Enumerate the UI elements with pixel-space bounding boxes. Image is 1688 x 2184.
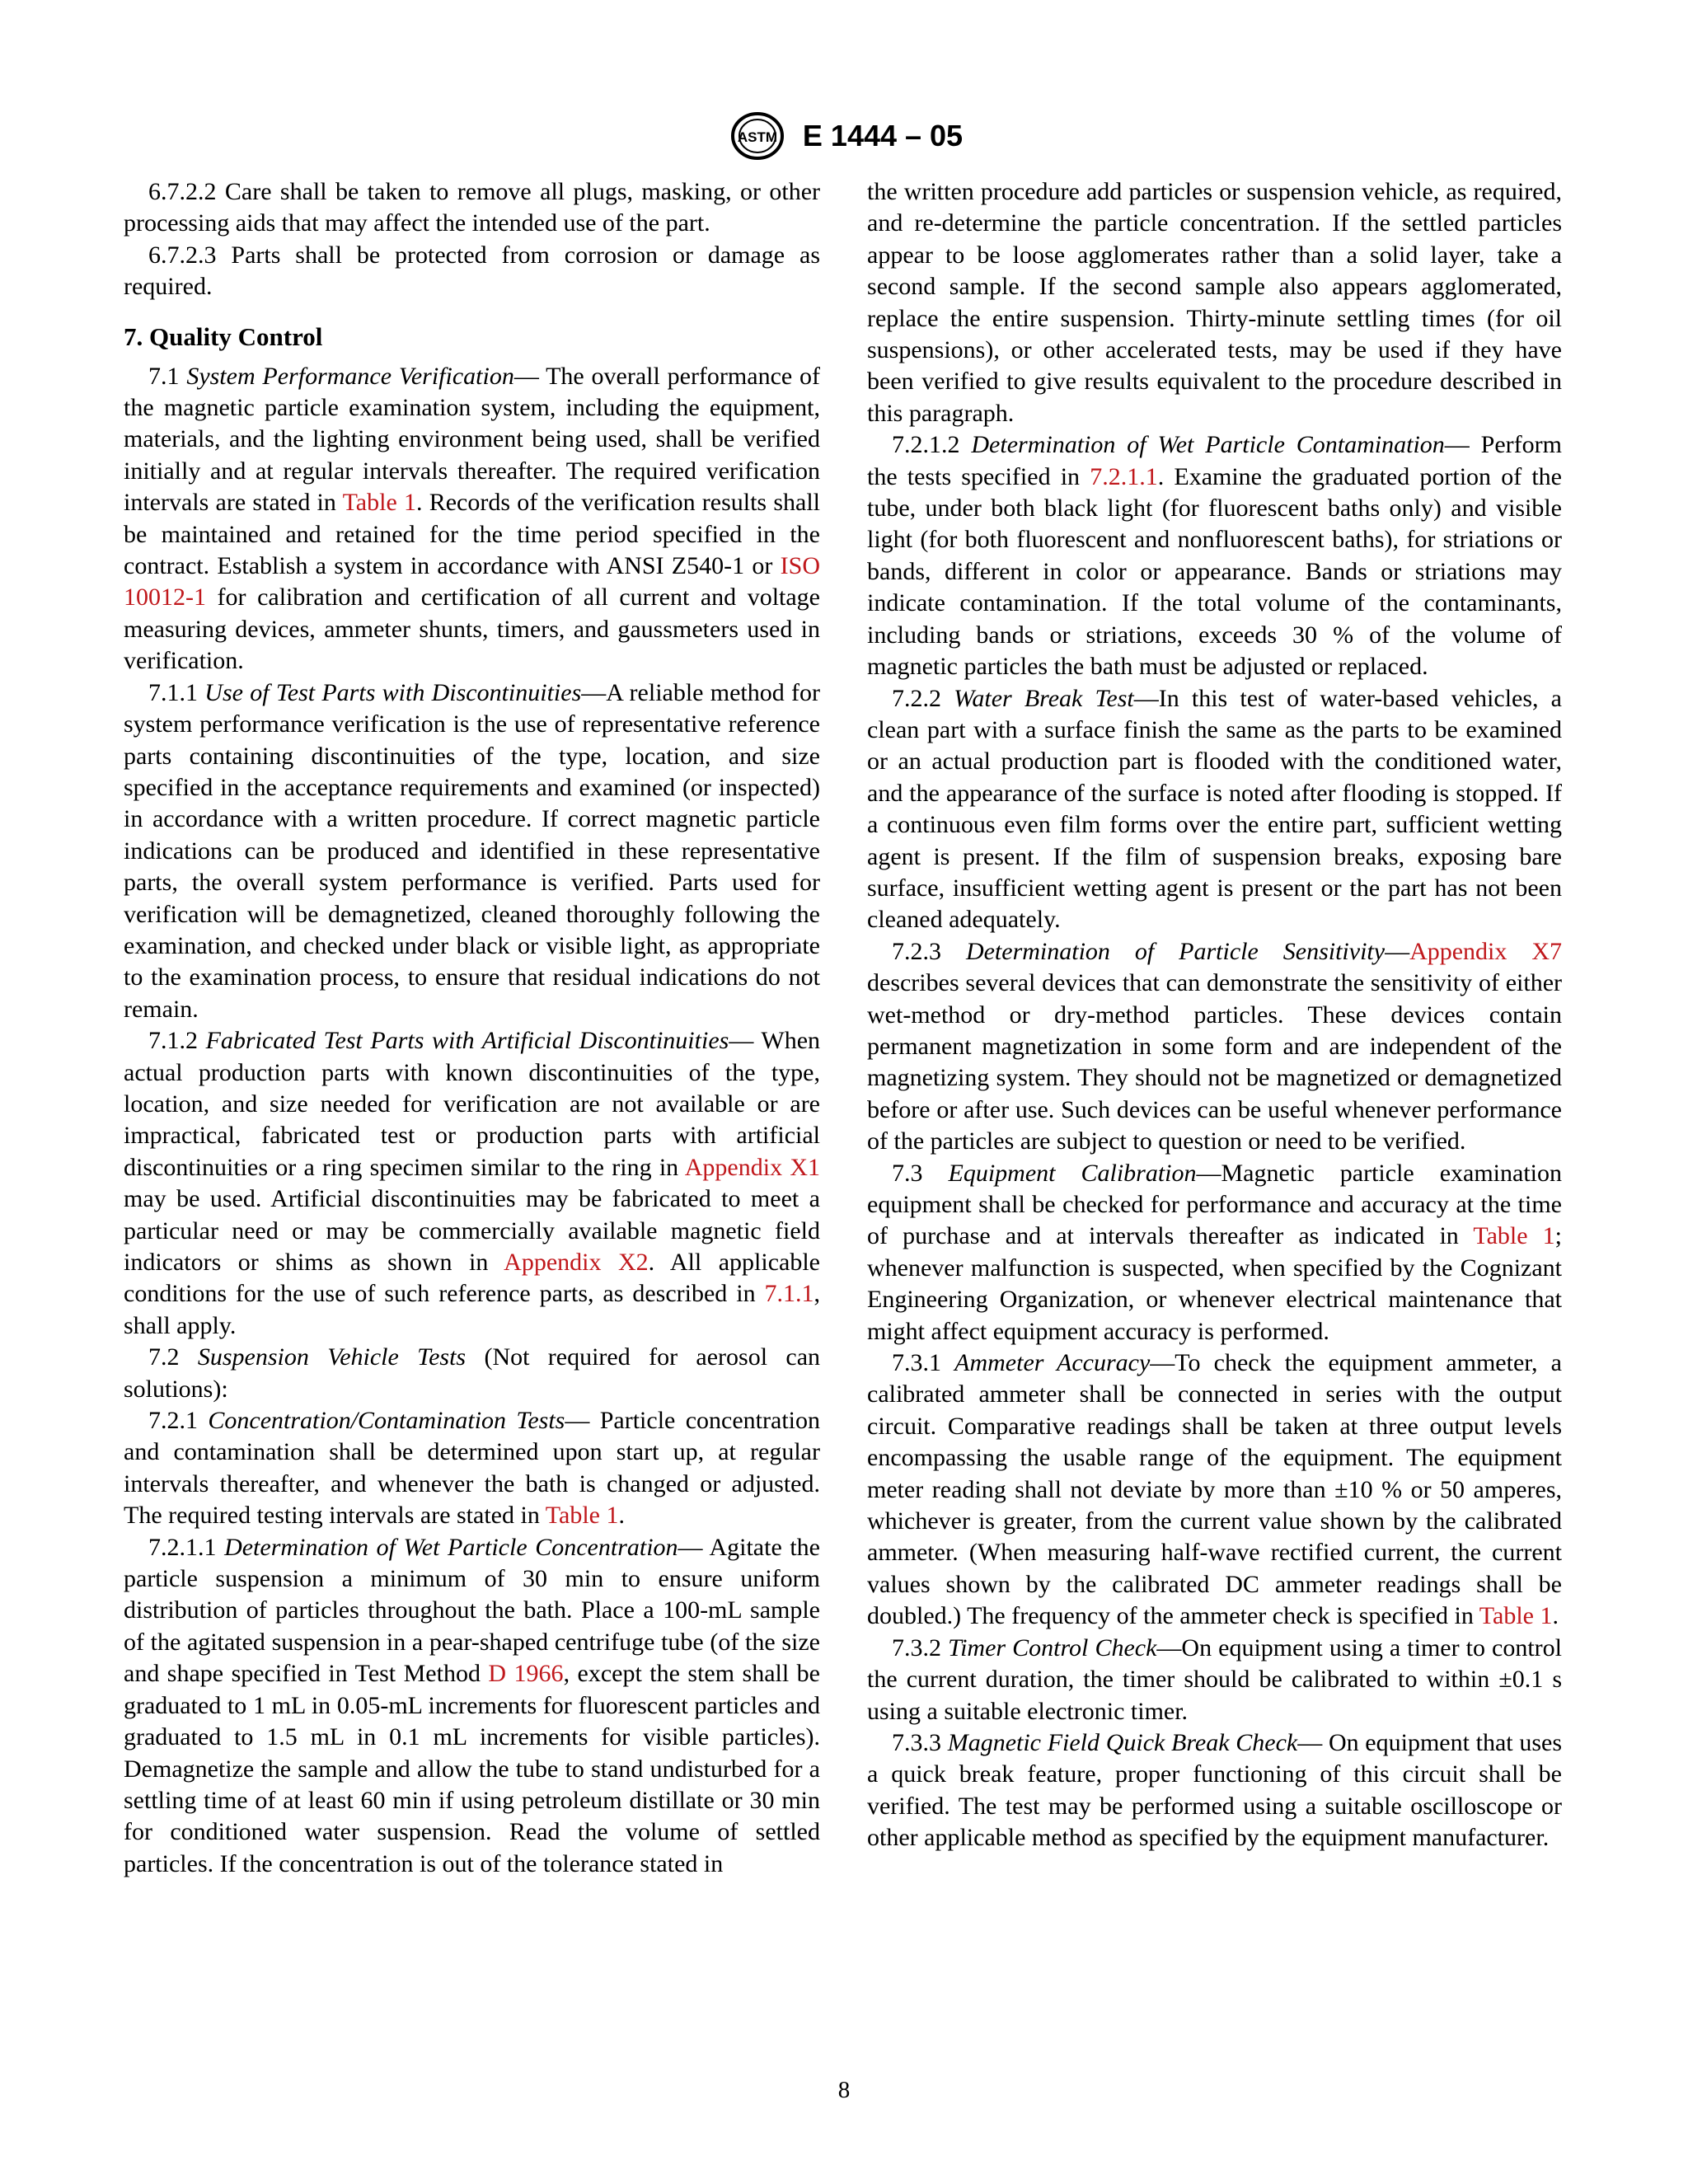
paragraph-7-1: 7.1 System Performance Verification— The overall performance of the magnetic particle examination system, including the equipment, materials, and the lighting environment being used, shall be verified initially and at regular intervals thereafter. The required verification intervals are stated in Table 1. Records of the verification results shall be maintained and retained for the time period specified in the contract. Establish a system in accordance with ANSI Z540-1 or ISO 10012-1 for calibration and certification of all current and voltage measuring devices, ammeter shunts, timers, and gaussmeters used in verification. — [124, 362, 820, 675]
section-title: Determination of Particle Sensitivity — [965, 937, 1386, 965]
logo-text: ASTM — [737, 129, 777, 145]
link-iso-10012-1[interactable]: ISO 10012-1 — [124, 552, 820, 612]
section-title: Timer Control Check — [948, 1633, 1157, 1661]
section-title: System Performance Verification — [186, 362, 514, 390]
paragraph-7-3-1: 7.3.1 Ammeter Accuracy—To check the equipment ammeter, a calibrated ammeter shall be connected in series with the output circuit. Comparative readings shall be taken at three output levels encompassing the usable range of the equipment. The equipment meter reading shall not deviate by more than ±10 % or 50 amperes, whichever is greater, from the current value shown by the calibrated ammeter. (When measuring half-wave rectified current, the current values shown by the calibrated DC ammeter readings shall be doubled.) The frequency of the ammeter check is specified in Table 1. — [867, 1349, 1562, 1630]
paragraph-6-7-2-2: 6.7.2.2 Care shall be taken to remove all plugs, masking, or other processing aids that may affect the intended use of the part. — [124, 178, 820, 237]
paragraph-7-2: 7.2 Suspension Vehicle Tests (Not required for aerosol can solutions): — [124, 1343, 821, 1403]
page-header — [0, 107, 1688, 165]
standard-number: E 1444 – 05 — [802, 119, 964, 152]
link-appendix-x2[interactable]: Appendix X2 — [504, 1249, 649, 1276]
section-title: Ammeter Accuracy — [954, 1349, 1151, 1377]
section-title: Use of Test Parts with Discontinuities — [204, 678, 582, 706]
right-column — [867, 176, 1562, 1854]
section-title: Water Break Test — [954, 684, 1134, 712]
left-column — [124, 176, 820, 1880]
link-appendix-x1[interactable]: Appendix X1 — [684, 1153, 820, 1181]
link-table-1[interactable]: Table 1 — [1473, 1222, 1555, 1250]
link-table-1[interactable]: Table 1 — [545, 1502, 619, 1530]
paragraph-7-3: 7.3 Equipment Calibration—Magnetic particle examination equipment shall be checked for performance and accuracy at the time of purchase and at intervals thereafter as indicated in Table 1; whenever malfunction is suspected, when specified by the Cognizant Engineering Organization, or whenever electrical maintenance that might affect equipment accuracy is performed. — [867, 1159, 1563, 1345]
paragraph-7-2-1-2: 7.2.1.2 Determination of Wet Particle Contamination— Perform the tests specified in 7.2.1.1. Examine the graduated portion of the tube, under both black light (for fluorescent baths only) and visible light (for both fluorescent and nonfluorescent baths), for striations or bands, different in color or appearance. Bands or striations may indicate contamination. If the total volume of the contaminants, including bands or striations, exceeds 30 % of the volume of magnetic particles the bath must be adjusted or replaced. — [867, 431, 1562, 681]
section-title: Equipment Calibration — [948, 1159, 1197, 1187]
section-title: Fabricated Test Parts with Artificial Discontinuities — [205, 1027, 729, 1055]
paragraph-7-1-2: 7.1.2 Fabricated Test Parts with Artificial Discontinuities— When actual production parts with known discontinuities of the type, location, and size needed for verification are not available or are impractical, fabricated test or production parts with artificial discontinuities or a ring specimen similar to the ring in Appendix X1 may be used. Artificial discontinuities may be fabricated to meet a particular need or may be commercially available magnetic field indicators or shims as shown in Appendix X2. All applicable conditions for the use of such reference parts, as described in 7.1.1, shall apply. — [124, 1027, 821, 1339]
link-7-2-1-1[interactable]: 7.2.1.1 — [1090, 462, 1158, 490]
link-table-1[interactable]: Table 1 — [342, 489, 416, 517]
section-heading-quality-control: 7. Quality Control — [124, 321, 323, 351]
link-7-1-1[interactable]: 7.1.1 — [764, 1280, 814, 1308]
paragraph-7-2-2: 7.2.2 Water Break Test—In this test of water-based vehicles, a clean part with a surface finish the same as the parts to be examined or an actual production part is flooded with the conditioned water, and the appearance of the surface is noted after flooding is stopped. If a continuous even film forms over the entire part, sufficient wetting agent is present. If the film of suspension breaks, exposing bare surface, insufficient wetting agent is present or the part has not been cleaned adequately. — [867, 684, 1562, 934]
paragraph-7-2-1-1: 7.2.1.1 Determination of Wet Particle Concentration— Agitate the particle suspension a minimum of 30 min to ensure uniform distribution of particles throughout the bath. Place a 100-mL sample of the agitated suspension in a pear-shaped centrifuge tube (of the size and shape specified in Test Method D 1966, except the stem shall be graduated to 1 mL in 0.05-mL increments for fluorescent particles and graduated to 1.5 mL in 0.1 mL increments for visible particles). Demagnetize the sample and allow the tube to stand undisturbed for a settling time of at least 60 min if using petroleum distillate or 30 min for conditioned water suspension. Read the volume of settled particles. If the concentration is out of the tolerance stated in — [124, 1533, 820, 1877]
paragraph-7-2-3: 7.2.3 Determination of Particle Sensitivity—Appendix X7 describes several devices that can demonstrate the sensitivity of either wet-method or dry-method particles. These devices contain permanent magnetization in some form and are independent of the magnetizing system. They should not be magnetized or demagnetized before or after use. Such devices can be useful whenever performance of the particles are subject to question or need to be verified. — [867, 937, 1562, 1155]
section-title: Determination of Wet Particle Concentration — [224, 1533, 678, 1561]
section-title: Magnetic Field Quick Break Check — [947, 1728, 1298, 1756]
paragraph-7-2-1-1-continued: the written procedure add particles or suspension vehicle, as required, and re-determine the particle concentration. If the settled particles appear to be loose agglomerates rather than a solid layer, take a second sample. If the second sample also appears agglomerated, replace the entire suspension. Thirty-minute settling times (for oil suspensions), or other accelerated tests, may be used if they have been verified to give results equivalent to the procedure described in this paragraph. — [867, 178, 1562, 427]
paragraph-7-3-3: 7.3.3 Magnetic Field Quick Break Check— On equipment that uses a quick break feature, proper functioning of this circuit shall be verified. The test may be performed using a suitable oscilloscope or other applicable method as specified by the equipment manufacturer. — [867, 1728, 1562, 1852]
link-d-1966[interactable]: D 1966 — [488, 1660, 564, 1688]
paragraph-7-2-1: 7.2.1 Concentration/Contamination Tests— Particle concentration and contamination shall be determined upon start up, at regular intervals thereafter, and whenever the bath is changed or adjusted. The required testing intervals are stated in Table 1. — [124, 1407, 820, 1530]
section-title: Concentration/Contamination Tests — [208, 1407, 565, 1435]
paragraph-7-3-2: 7.3.2 Timer Control Check—On equipment using a timer to control the current duration, the timer should be calibrated to within ±0.1 s using a suitable electronic timer. — [867, 1633, 1563, 1725]
link-appendix-x7[interactable]: Appendix X7 — [1409, 937, 1562, 965]
section-title: Determination of Wet Particle Contamination — [971, 431, 1445, 459]
paragraph-6-7-2-3: 6.7.2.3 Parts shall be protected from corrosion or damage as required. — [124, 241, 820, 301]
link-table-1[interactable]: Table 1 — [1479, 1602, 1553, 1630]
section-title: Suspension Vehicle Tests — [197, 1343, 467, 1371]
astm-logo-icon — [725, 110, 790, 162]
page-number: 8 — [837, 2077, 851, 2103]
paragraph-7-1-1: 7.1.1 Use of Test Parts with Discontinuities—A reliable method for system performance verification is the use of representative reference parts containing discontinuities of the type, location, and size specified in the acceptance requirements and examined (or inspected) in accordance with a written procedure. If correct magnetic particle indications can be produced and identified in these representative parts, the overall system performance is verified. Parts used for verification will be demagnetized, cleaned thoroughly following the examination, and checked under black or visible light, as appropriate to the examination process, to ensure that residual indications do not remain. — [124, 678, 821, 1023]
